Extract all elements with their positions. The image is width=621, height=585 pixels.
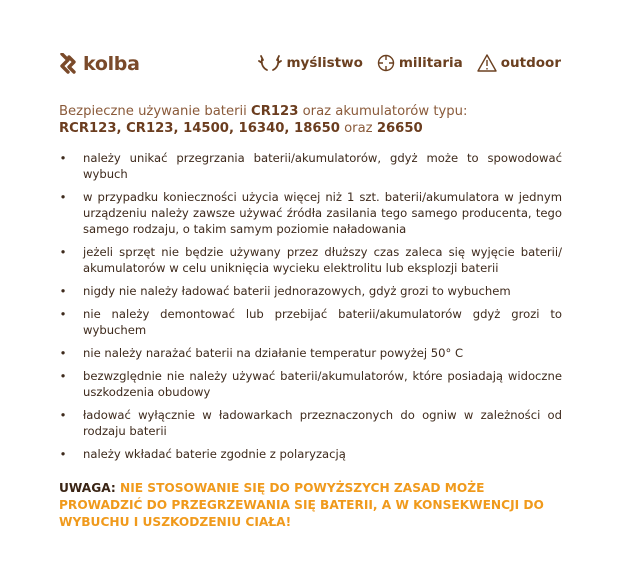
category-outdoor-label: outdoor <box>500 55 561 71</box>
brand-name: kolba <box>83 53 140 75</box>
warning-text: NIE STOSOWANIE SIĘ DO POWYŻSZYCH ZASAD MOŻE PROWADZIĆ DO PRZEGRZEWANIA SIĘ BATERII, A W KONSEKWENCJI DO WYBUCHU I USZKODZENIU CIAŁA! <box>59 481 544 529</box>
list-item <box>59 446 562 462</box>
intro-types-line <box>59 120 569 137</box>
rule-text: należy unikać przegrzania baterii/akumulatorów, gdyż może to spowodować wybuch <box>83 151 562 181</box>
list-item <box>59 244 562 276</box>
intro-battery: CR123 <box>251 104 299 119</box>
rule-text: nie należy demontować lub przebijać baterii/akumulatorów gdyż grozi to wybuchem <box>83 307 562 337</box>
bullet: • <box>59 307 67 321</box>
bullet: • <box>59 346 67 360</box>
warning-label: UWAGA: <box>59 481 116 495</box>
list-item <box>59 189 562 237</box>
rule-text: należy wkładać baterie zgodnie z polaryzacją <box>83 447 346 461</box>
list-item <box>59 150 562 182</box>
bullet: • <box>59 190 67 204</box>
kolba-logo-icon <box>59 53 77 75</box>
safety-rules-list <box>59 150 562 469</box>
list-item <box>59 407 562 439</box>
crosshair-icon <box>377 54 395 72</box>
list-item <box>59 306 562 338</box>
category-hunting-label: myślistwo <box>286 55 363 71</box>
list-item <box>59 283 562 299</box>
warning-notice <box>59 480 562 531</box>
category-nav <box>244 54 561 72</box>
intro-last-type: 26650 <box>376 121 423 136</box>
rule-text: ładować wyłącznie w ładowarkach przeznaczonych do ogniw w zależności od rodzaju baterii <box>83 408 562 438</box>
rule-text: nigdy nie należy ładować baterii jednorazowych, gdyż grozi to wybuchem <box>83 284 511 298</box>
category-military-label: militaria <box>398 55 463 71</box>
category-hunting[interactable] <box>258 54 362 72</box>
header <box>59 52 561 78</box>
intro-middle: oraz akumulatorów typu: <box>298 104 468 119</box>
bullet: • <box>59 447 67 461</box>
intro-prefix: Bezpieczne używanie baterii <box>59 104 252 119</box>
intro-types: RCR123, CR123, 14500, 16340, 18650 <box>59 121 340 136</box>
list-item <box>59 345 562 361</box>
antlers-icon <box>258 54 282 72</box>
rule-text: w przypadku konieczności użycia więcej niż 1 szt. baterii/akumulatora w jednym urządzeniu należy zawsze używać źródła zasilania tego samego producenta, tego samego rodzaju, o takim samym poziomie naładowania <box>83 190 562 236</box>
bullet: • <box>59 369 67 383</box>
bullet: • <box>59 245 67 259</box>
mountain-icon <box>477 54 497 72</box>
bullet: • <box>59 151 67 165</box>
rule-text: jeżeli sprzęt nie będzie używany przez dłuższy czas zaleca się wyjęcie baterii/ akumulatorów w celu uniknięcia wycieku elektrolitu lub eksplozji baterii <box>83 245 562 275</box>
rule-text: bezwzględnie nie należy używać baterii/akumulatorów, które posiadają widoczne uszkodzenia obudowy <box>83 369 562 399</box>
category-outdoor[interactable] <box>477 54 561 72</box>
intro-heading <box>59 103 569 137</box>
list-item <box>59 368 562 400</box>
brand-logo[interactable] <box>59 52 140 76</box>
bullet: • <box>59 408 67 422</box>
bullet: • <box>59 284 67 298</box>
category-military[interactable] <box>377 54 463 72</box>
rule-text: nie należy narażać baterii na działanie temperatur powyżej 50° C <box>83 346 464 360</box>
intro-conj: oraz <box>339 121 377 136</box>
